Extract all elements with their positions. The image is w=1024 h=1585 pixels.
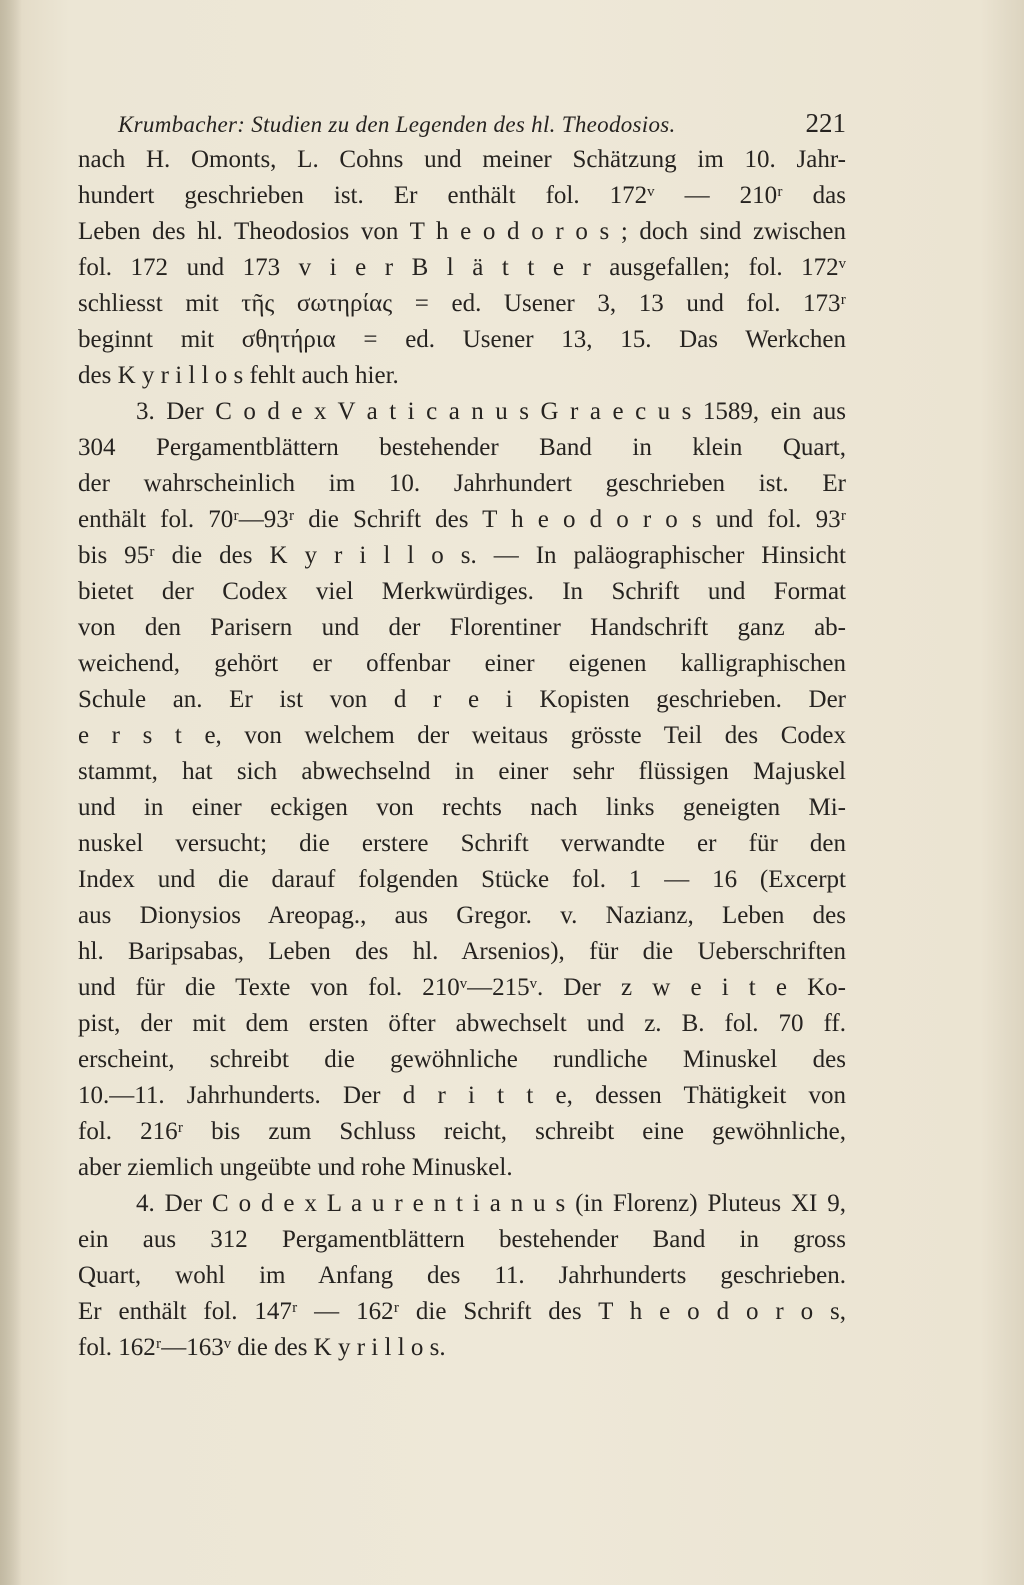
text-line: fol. 216ʳ bis zum Schluss reicht, schreibt eine gewöhnliche,: [78, 1118, 846, 1145]
text-line: hundert geschrieben ist. Er enthält fol. 172ᵛ — 210ʳ das: [78, 182, 846, 209]
text-line: bis 95ʳ die des K y r i l l o s. — In paläographischer Hinsicht: [78, 542, 846, 569]
text-line: nuskel versucht; die erstere Schrift verwandte er für den: [78, 830, 846, 857]
text-line: enthält fol. 70ʳ—93ʳ die Schrift des T h e o d o r o s und fol. 93ʳ: [78, 506, 846, 533]
text-line: Index und die darauf folgenden Stücke fol. 1 — 16 (Excerpt: [78, 866, 846, 893]
text-line: nach H. Omonts, L. Cohns und meiner Schätzung im 10. Jahr-: [78, 146, 846, 173]
text-line: 304 Pergamentblättern bestehender Band in klein Quart,: [78, 434, 846, 461]
text-line: aber ziemlich ungeübte und rohe Minuskel.: [78, 1154, 513, 1181]
text-line: 3. Der C o d e x V a t i c a n u s G r a e c u s 1589, ein aus: [136, 398, 846, 425]
text-line: fol. 162ʳ—163ᵛ die des K y r i l l o s.: [78, 1334, 446, 1361]
text-line: stammt, hat sich abwechselnd in einer sehr flüssigen Majuskel: [78, 758, 846, 785]
text-line: hl. Baripsabas, Leben des hl. Arsenios), für die Ueberschriften: [78, 938, 846, 965]
text-line: Schule an. Er ist von d r e i Kopisten geschrieben. Der: [78, 686, 846, 713]
text-line: pist, der mit dem ersten öfter abwechselt und z. B. fol. 70 ff.: [78, 1010, 846, 1037]
text-line: erscheint, schreibt die gewöhnliche rundliche Minuskel des: [78, 1046, 846, 1073]
text-line: 4. Der C o d e x L a u r e n t i a n u s (in Florenz) Pluteus XI 9,: [136, 1190, 846, 1217]
running-head-title: Krumbacher: Studien zu den Legenden des hl. Theodosios.: [118, 112, 676, 137]
text-line: e r s t e, von welchem der weitaus grösste Teil des Codex: [78, 722, 846, 749]
text-line: bietet der Codex viel Merkwürdiges. In Schrift und Format: [78, 578, 846, 605]
text-line: Quart, wohl im Anfang des 11. Jahrhunderts geschrieben.: [78, 1262, 846, 1289]
text-line: weichend, gehört er offenbar einer eigenen kalligraphischen: [78, 650, 846, 677]
text-line: 10.—11. Jahrhunderts. Der d r i t t e, dessen Thätigkeit von: [78, 1082, 846, 1109]
body-text: [78, 142, 846, 1366]
text-line: Leben des hl. Theodosios von T h e o d o r o s ; doch sind zwischen: [78, 218, 846, 245]
text-line: des K y r i l l o s fehlt auch hier.: [78, 362, 399, 389]
page-number: 221: [805, 108, 846, 138]
text-line: fol. 172 und 173 v i e r B l ä t t e r ausgefallen; fol. 172ᵛ: [78, 254, 846, 281]
text-line: Er enthält fol. 147ʳ — 162ʳ die Schrift des T h e o d o r o s,: [78, 1298, 846, 1325]
text-line: und für die Texte von fol. 210ᵛ—215ᵛ. Der z w e i t e Ko-: [78, 974, 846, 1001]
text-line: schliesst mit τῆς σωτηρίας = ed. Usener 3, 13 und fol. 173ʳ: [78, 290, 846, 317]
page-gutter-shadow: [0, 0, 22, 1585]
text-line: von den Parisern und der Florentiner Handschrift ganz ab-: [78, 614, 846, 641]
text-line: ein aus 312 Pergamentblättern bestehender Band in gross: [78, 1226, 846, 1253]
text-line: und in einer eckigen von rechts nach links geneigten Mi-: [78, 794, 846, 821]
text-line: aus Dionysios Areopag., aus Gregor. v. Nazianz, Leben des: [78, 902, 846, 929]
text-line: der wahrscheinlich im 10. Jahrhundert geschrieben ist. Er: [78, 470, 846, 497]
text-line: beginnt mit σθητήρια = ed. Usener 13, 15. Das Werkchen: [78, 326, 846, 353]
